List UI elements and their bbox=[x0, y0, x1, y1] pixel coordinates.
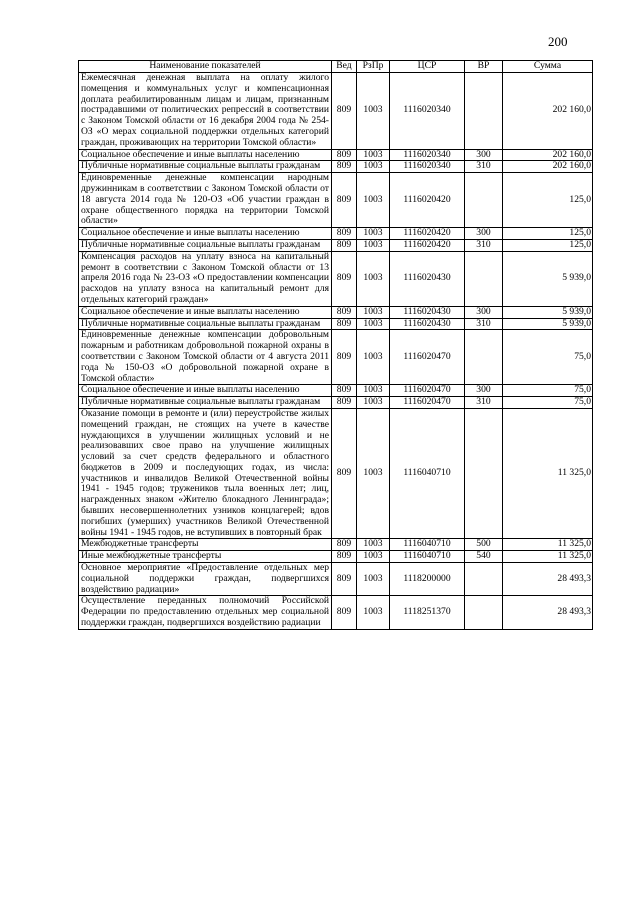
row-csr: 1116040710 bbox=[390, 539, 465, 551]
row-ved: 809 bbox=[332, 228, 357, 240]
row-sum: 202 160,0 bbox=[503, 73, 593, 150]
row-rzpr: 1003 bbox=[357, 73, 390, 150]
row-vr: 310 bbox=[465, 161, 503, 173]
row-rzpr: 1003 bbox=[357, 306, 390, 318]
row-name: Единовременные денежные компенсации добровольным пожарным и работникам добровольной пожарной охраны в соответствии с Законом Томской области от 4 августа 2011 года № 150-ОЗ «О добровольной пожарной охране в Томской области» bbox=[79, 330, 332, 385]
row-ved: 809 bbox=[332, 73, 357, 150]
row-rzpr: 1003 bbox=[357, 161, 390, 173]
row-vr: 300 bbox=[465, 385, 503, 397]
row-csr: 1116020340 bbox=[390, 161, 465, 173]
row-csr: 1118251370 bbox=[390, 596, 465, 629]
row-rzpr: 1003 bbox=[357, 397, 390, 409]
row-name: Социальное обеспечение и иные выплаты населению bbox=[79, 306, 332, 318]
table-row bbox=[79, 397, 593, 409]
row-rzpr: 1003 bbox=[357, 385, 390, 397]
header-ved: Вед bbox=[332, 61, 357, 73]
row-ved: 809 bbox=[332, 149, 357, 161]
row-name: Социальное обеспечение и иные выплаты населению bbox=[79, 385, 332, 397]
table-row bbox=[79, 239, 593, 251]
table-row bbox=[79, 385, 593, 397]
row-ved: 809 bbox=[332, 397, 357, 409]
row-name: Единовременные денежные компенсации народным дружинникам в соответствии с Законом Томской области от 18 августа 2014 года № 120-ОЗ «Об участии граждан в охране общественного порядка на территории Томской области» bbox=[79, 173, 332, 228]
table-row bbox=[79, 596, 593, 629]
row-vr: 310 bbox=[465, 397, 503, 409]
row-csr: 1116020340 bbox=[390, 149, 465, 161]
row-vr bbox=[465, 563, 503, 596]
header-vr: ВР bbox=[465, 61, 503, 73]
row-vr: 300 bbox=[465, 149, 503, 161]
row-sum: 75,0 bbox=[503, 385, 593, 397]
row-ved: 809 bbox=[332, 330, 357, 385]
row-ved: 809 bbox=[332, 596, 357, 629]
row-rzpr: 1003 bbox=[357, 563, 390, 596]
row-csr: 1118200000 bbox=[390, 563, 465, 596]
row-sum: 5 939,0 bbox=[503, 318, 593, 330]
row-sum: 125,0 bbox=[503, 239, 593, 251]
row-csr: 1116020470 bbox=[390, 330, 465, 385]
row-sum: 11 325,0 bbox=[503, 551, 593, 563]
row-rzpr: 1003 bbox=[357, 251, 390, 306]
row-ved: 809 bbox=[332, 239, 357, 251]
row-ved: 809 bbox=[332, 161, 357, 173]
table-row bbox=[79, 539, 593, 551]
row-rzpr: 1003 bbox=[357, 330, 390, 385]
row-name: Публичные нормативные социальные выплаты гражданам bbox=[79, 239, 332, 251]
row-name: Социальное обеспечение и иные выплаты населению bbox=[79, 228, 332, 240]
row-vr: 300 bbox=[465, 228, 503, 240]
row-csr: 1116020470 bbox=[390, 397, 465, 409]
table-row bbox=[79, 330, 593, 385]
row-name: Осуществление переданных полномочий Российской Федерации по предоставлению отдельных мер социальной поддержки граждан, подвергшихся воздействию радиации bbox=[79, 596, 332, 629]
row-csr: 1116020340 bbox=[390, 73, 465, 150]
row-sum: 5 939,0 bbox=[503, 306, 593, 318]
header-name: Наименование показателей bbox=[79, 61, 332, 73]
row-vr bbox=[465, 596, 503, 629]
row-name: Публичные нормативные социальные выплаты гражданам bbox=[79, 318, 332, 330]
row-csr: 1116020430 bbox=[390, 306, 465, 318]
table-row bbox=[79, 73, 593, 150]
row-sum: 202 160,0 bbox=[503, 161, 593, 173]
row-ved: 809 bbox=[332, 318, 357, 330]
row-rzpr: 1003 bbox=[357, 408, 390, 539]
row-ved: 809 bbox=[332, 385, 357, 397]
row-sum: 28 493,3 bbox=[503, 596, 593, 629]
row-vr bbox=[465, 173, 503, 228]
row-ved: 809 bbox=[332, 251, 357, 306]
row-ved: 809 bbox=[332, 539, 357, 551]
table-row bbox=[79, 563, 593, 596]
row-sum: 11 325,0 bbox=[503, 408, 593, 539]
row-sum: 5 939,0 bbox=[503, 251, 593, 306]
row-name: Межбюджетные трансферты bbox=[79, 539, 332, 551]
page-number: 200 bbox=[548, 34, 568, 49]
table-row bbox=[79, 318, 593, 330]
row-ved: 809 bbox=[332, 551, 357, 563]
header-rzpr: РзПр bbox=[357, 61, 390, 73]
row-rzpr: 1003 bbox=[357, 551, 390, 563]
row-rzpr: 1003 bbox=[357, 173, 390, 228]
row-name: Ежемесячная денежная выплата на оплату жилого помещения и коммунальных услуг и компенсационная доплата реабилитированным лицам и лицам, признанным пострадавшими от политических репрессий в соответствии с Законом Томской области от 16 декабря 2004 года № 254-ОЗ «О мерах социальной поддержки отдельных категорий граждан, проживающих на территории Томской области» bbox=[79, 73, 332, 150]
row-vr: 310 bbox=[465, 318, 503, 330]
table-row bbox=[79, 408, 593, 539]
row-ved: 809 bbox=[332, 306, 357, 318]
table-row bbox=[79, 161, 593, 173]
row-name: Основное мероприятие «Предоставление отдельных мер социальной поддержки граждан, подвергшихся воздействию радиации» bbox=[79, 563, 332, 596]
table-row bbox=[79, 149, 593, 161]
row-vr bbox=[465, 330, 503, 385]
header-csr: ЦСР bbox=[390, 61, 465, 73]
row-sum: 125,0 bbox=[503, 173, 593, 228]
row-csr: 1116020430 bbox=[390, 251, 465, 306]
row-rzpr: 1003 bbox=[357, 228, 390, 240]
row-csr: 1116020420 bbox=[390, 228, 465, 240]
row-sum: 202 160,0 bbox=[503, 149, 593, 161]
row-rzpr: 1003 bbox=[357, 318, 390, 330]
row-csr: 1116040710 bbox=[390, 408, 465, 539]
row-sum: 75,0 bbox=[503, 397, 593, 409]
row-ved: 809 bbox=[332, 563, 357, 596]
row-rzpr: 1003 bbox=[357, 596, 390, 629]
table-row bbox=[79, 251, 593, 306]
table-row bbox=[79, 306, 593, 318]
row-rzpr: 1003 bbox=[357, 539, 390, 551]
row-vr bbox=[465, 251, 503, 306]
row-vr: 540 bbox=[465, 551, 503, 563]
row-rzpr: 1003 bbox=[357, 149, 390, 161]
table-row bbox=[79, 551, 593, 563]
row-ved: 809 bbox=[332, 173, 357, 228]
row-sum: 11 325,0 bbox=[503, 539, 593, 551]
row-csr: 1116020420 bbox=[390, 239, 465, 251]
row-vr: 500 bbox=[465, 539, 503, 551]
row-name: Публичные нормативные социальные выплаты гражданам bbox=[79, 397, 332, 409]
row-csr: 1116020470 bbox=[390, 385, 465, 397]
table-row bbox=[79, 173, 593, 228]
row-vr: 310 bbox=[465, 239, 503, 251]
budget-table bbox=[78, 60, 593, 630]
row-sum: 125,0 bbox=[503, 228, 593, 240]
row-vr bbox=[465, 408, 503, 539]
row-sum: 28 493,3 bbox=[503, 563, 593, 596]
table-header-row bbox=[79, 61, 593, 73]
row-csr: 1116020420 bbox=[390, 173, 465, 228]
row-name: Оказание помощи в ремонте и (или) переустройстве жилых помещений граждан, не стоящих на учете в качестве нуждающихся в улучшении жилищных условий и не реализовавших свое право на улучшение жилищных условий за счет средств федерального и областного бюджетов в 2009 и последующих годах, из числа: участников и инвалидов Великой Отечественной войны 1941 - 1945 годов; тружеников тыла военных лет; лиц, награжденных знаком «Жителю блокадного Ленинграда»; бывших несовершеннолетних узников концлагерей; вдов погибших (умерших) участников Великой Отечественной войны 1941 - 1945 годов, не вступивших в повторный брак bbox=[79, 408, 332, 539]
row-csr: 1116040710 bbox=[390, 551, 465, 563]
row-vr: 300 bbox=[465, 306, 503, 318]
row-name: Социальное обеспечение и иные выплаты населению bbox=[79, 149, 332, 161]
header-sum: Сумма bbox=[503, 61, 593, 73]
row-name: Иные межбюджетные трансферты bbox=[79, 551, 332, 563]
row-name: Компенсация расходов на уплату взноса на капитальный ремонт в соответствии с Законом Томской области от 13 апреля 2016 года № 23-ОЗ «О предоставлении компенсации расходов на уплату взноса на капитальный ремонт для отдельных категорий граждан» bbox=[79, 251, 332, 306]
row-sum: 75,0 bbox=[503, 330, 593, 385]
row-vr bbox=[465, 73, 503, 150]
row-name: Публичные нормативные социальные выплаты гражданам bbox=[79, 161, 332, 173]
row-rzpr: 1003 bbox=[357, 239, 390, 251]
row-ved: 809 bbox=[332, 408, 357, 539]
row-csr: 1116020430 bbox=[390, 318, 465, 330]
table-row bbox=[79, 228, 593, 240]
